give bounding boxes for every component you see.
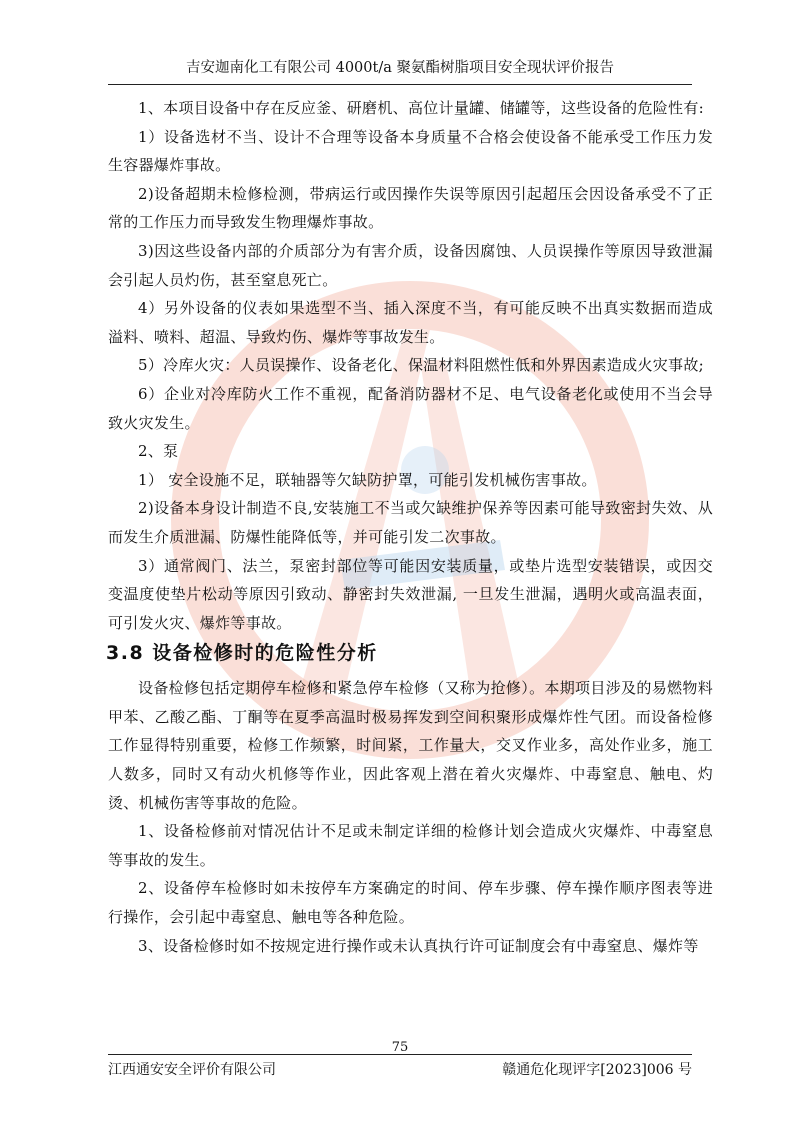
paragraph: 2、泵 — [138, 442, 179, 461]
page-header — [108, 58, 692, 85]
paragraph: 1、本项目设备中存在反应釜、研磨机、高位计量罐、储罐等，这些设备的危险性有: — [138, 99, 705, 117]
paragraph: 设备检修包括定期停车检修和紧急停车检修（又称为抢修）。本期项目涉及的易燃物料甲苯、乙酸乙酯、丁酮等在夏季高温时极易挥发到空间积聚形成爆炸性气团。而设备检修工作显得特别重要，检修工作频繁，时间紧，工作量大，交叉作业多，高处作业多，施工人数多，同时又有动火机修等作业，因此客观上潜在着火灾爆炸、中毒窒息、触电、灼烫、机械伤害等事故的危险。 — [108, 679, 713, 812]
paragraph: 1） 安全设施不足，联轴器等欠缺防护罩，可能引发机械伤害事故。 — [138, 470, 597, 489]
page-number: 75 — [391, 1040, 409, 1055]
document-body — [108, 94, 713, 960]
section-heading: 3.8 设备检修时的危险性分析 — [106, 642, 378, 665]
paragraph: 2、设备停车检修时如未按停车方案确定的时间、停车步骤、停车操作顺序图表等进行操作，会引起中毒窒息、触电等各种危险。 — [108, 879, 713, 927]
paragraph: 1、设备检修前对情况估计不足或未制定详细的检修计划会造成火灾爆炸、中毒窒息等事故的发生。 — [108, 822, 713, 869]
page-footer — [108, 1054, 692, 1079]
paragraph: 2)设备本身设计制造不良,安装施工不当或欠缺维护保养等因素可能导致密封失效、从而发生介质泄漏、防爆性能降低等，并可能引发二次事故。 — [108, 499, 713, 546]
footer-report-number: 赣通危化现评字[2023]006 号 — [502, 1062, 692, 1078]
paragraph: 5）冷库火灾：人员误操作、设备老化、保温材料阻燃性低和外界因素造成火灾事故; — [138, 356, 705, 375]
paragraph: 3、设备检修时如不按规定进行操作或未认真执行许可证制度会有中毒窒息、爆炸等 — [138, 936, 699, 955]
paragraph: 6）企业对冷库防火工作不重视，配备消防器材不足、电气设备老化或使用不当会导致火灾发生。 — [108, 384, 713, 432]
paragraph: 3）通常阀门、法兰，泵密封部位等可能因安装质量，或垫片选型安装错误，或因交变温度使垫片松动等原因引致动、静密封失效泄漏, 一旦发生泄漏，遇明火或高温表面，可引发火灾、爆炸等事故。 — [108, 556, 713, 632]
paragraph: 4）另外设备的仪表如果选型不当、插入深度不当，有可能反映不出真实数据而造成溢料、喷料、超温、导致灼伤、爆炸等事故发生。 — [108, 299, 713, 346]
header-title: 吉安迦南化工有限公司 4000t/a 聚氨酯树脂项目安全现状评价报告 — [186, 60, 614, 76]
footer-company: 江西通安安全评价有限公司 — [108, 1062, 276, 1078]
paragraph: 2)设备超期未检修检测，带病运行或因操作失误等原因引起超压会因设备承受不了正常的工作压力而导致发生物理爆炸事故。 — [108, 184, 713, 232]
paragraph: 1）设备选材不当、设计不合理等设备本身质量不合格会使设备不能承受工作压力发生容器爆炸事故。 — [108, 127, 713, 175]
paragraph: 3)因这些设备内部的介质部分为有害介质，设备因腐蚀、人员误操作等原因导致泄漏会引起人员灼伤，甚至窒息死亡。 — [108, 241, 713, 289]
